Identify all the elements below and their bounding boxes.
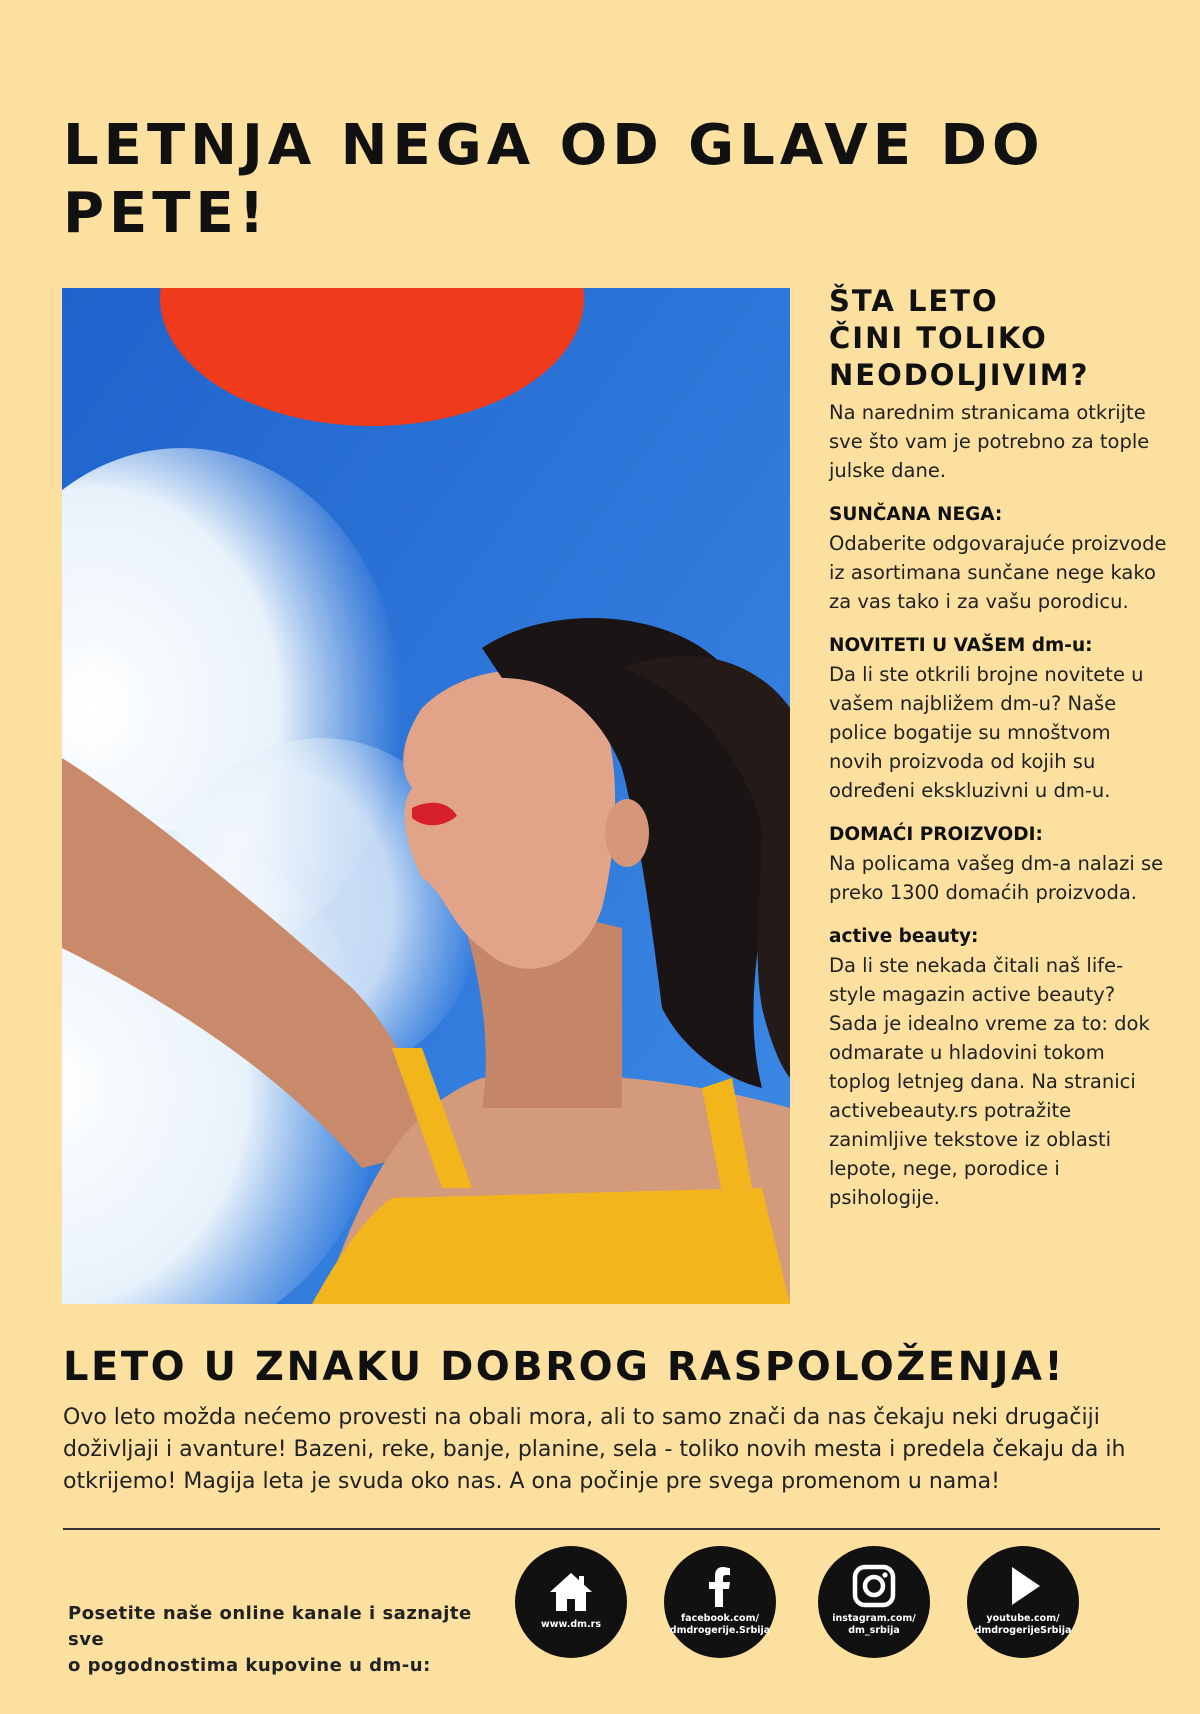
- footer-text-line-1: Posetite naše online kanale i saznajte sve: [68, 1603, 472, 1650]
- youtube-icon: [998, 1561, 1048, 1611]
- intro-paragraph: Ovo leto možda nećemo provesti na obali mora, ali to samo znači da nas čekaju neki drugačiji doživljaji i avanture! Bazeni, reke, banje, planine, sela - toliko novih mesta i predela čekaju da ih otkrijemo! Magija leta je svuda oko nas. A ona počinje pre svega promenom u nama!: [63, 1405, 1126, 1494]
- title-line-2: PETE!: [63, 181, 270, 246]
- facebook-link[interactable]: [664, 1546, 776, 1658]
- section-text: Na policama vašeg dm-a nalazi se preko 1300 domaćih proizvoda.: [829, 852, 1164, 904]
- section-text: Da li ste otkrili brojne novitete u vašem najbližem dm-u? Naše police bogatije su mnoštvom novih proizvoda od kojih su određeni ekskluzivni u dm-u.: [829, 663, 1144, 802]
- channel-label: [670, 1613, 770, 1637]
- channel-label-line-1: facebook.com/: [681, 1613, 759, 1624]
- sidebar-heading-line-3: NEODOLJIVIM?: [829, 358, 1090, 392]
- sidebar-heading-line-2: ČINI TOLIKO: [829, 321, 1048, 355]
- channel-label-line-2: dmdrogerije.Srbija: [669, 1625, 771, 1636]
- channel-label: www.dm.rs: [541, 1619, 601, 1630]
- section-text: Da li ste nekada čitali naš life-style magazin active beauty? Sada je idealno vreme za to: dok odmarate u hladovini tokom toplog letnjeg dana. Na stranici activebeauty.rs potražite zanimljive tekstove iz oblasti lepote, nege, porodice i psihologije.: [829, 954, 1150, 1209]
- section-title: SUNČANA NEGA:: [829, 504, 1003, 525]
- youtube-link[interactable]: [967, 1546, 1079, 1658]
- instagram-icon: [849, 1561, 899, 1611]
- section-active-beauty: [829, 923, 1169, 1212]
- channel-label-line-1: instagram.com/: [832, 1613, 916, 1624]
- footer-text: [68, 1601, 508, 1679]
- channel-label-line-2: dmdrogerijeSrbija: [974, 1625, 1072, 1636]
- sidebar-heading-line-1: ŠTA LETO: [829, 284, 999, 318]
- sidebar: [829, 283, 1169, 1212]
- channel-label: [832, 1613, 916, 1637]
- section-subtitle: LETO U ZNAKU DOBROG RASPOLOŽENJA!: [63, 1344, 1066, 1390]
- page-title: [63, 112, 1063, 248]
- instagram-link[interactable]: [818, 1546, 930, 1658]
- channel-label-line-2: dm_srbija: [848, 1625, 900, 1636]
- section-title: NOVITETI U VAŠEM dm-u:: [829, 635, 1093, 656]
- sidebar-heading: [829, 283, 1169, 394]
- section-text: Odaberite odgovarajuće proizvode iz asortimana sunčane nege kako za vas tako i za vašu porodicu.: [829, 532, 1167, 613]
- section-domestic-products: [829, 821, 1169, 907]
- section-title: DOMAĆI PROIZVODI:: [829, 824, 1043, 845]
- section-novelties: [829, 632, 1169, 805]
- facebook-icon: [695, 1561, 745, 1611]
- section-title: active beauty:: [829, 926, 979, 947]
- home-icon: [546, 1567, 596, 1617]
- website-link[interactable]: [515, 1546, 627, 1658]
- hero-photo: [62, 288, 790, 1304]
- summer-woman-illustration: [62, 288, 790, 1304]
- channel-label-line-1: youtube.com/: [986, 1613, 1060, 1624]
- channel-label: [975, 1613, 1072, 1637]
- divider: [63, 1528, 1160, 1530]
- sidebar-intro: Na narednim stranicama otkrijte sve što vam je potrebno za tople julske dane.: [829, 401, 1150, 482]
- title-line-1: LETNJA NEGA OD GLAVE DO: [63, 113, 1045, 178]
- footer-text-line-2: o pogodnostima kupovine u dm-u:: [68, 1655, 431, 1676]
- section-sun-care: [829, 501, 1169, 616]
